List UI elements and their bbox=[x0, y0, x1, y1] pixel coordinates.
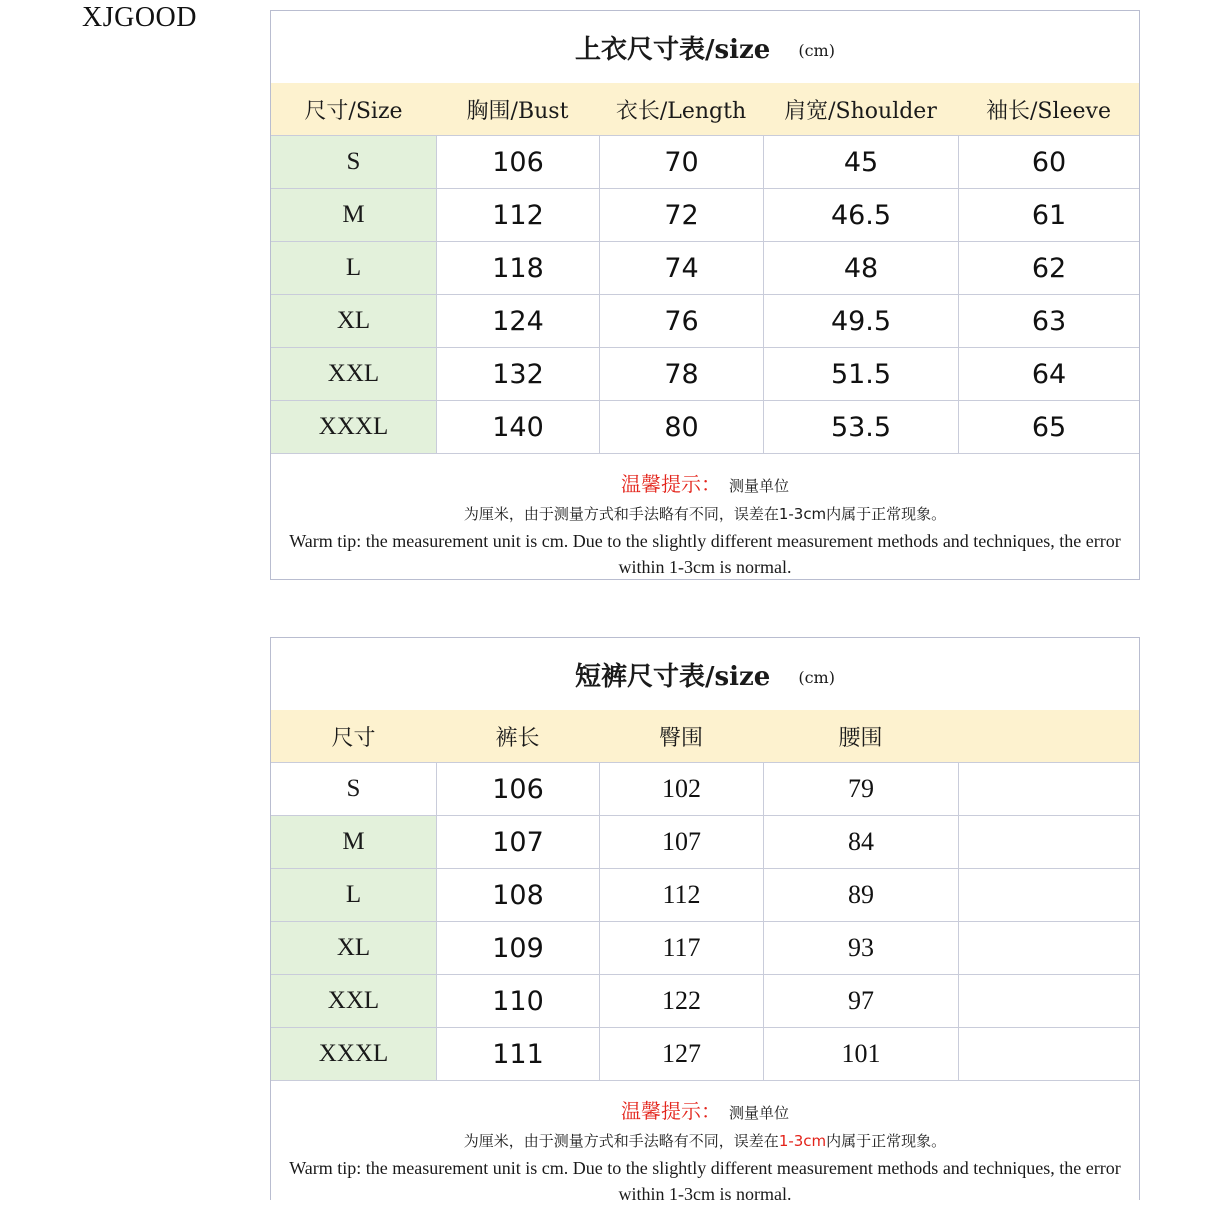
measurement-cell bbox=[958, 1028, 1139, 1080]
tip-line1: 测量单位 bbox=[728, 1104, 789, 1122]
tip-label: 温馨提示： bbox=[620, 472, 721, 496]
tip-line1: 测量单位 bbox=[728, 477, 789, 495]
table-row bbox=[271, 241, 1139, 294]
measurement-cell: 112 bbox=[436, 189, 599, 241]
measurement-cell: 107 bbox=[599, 816, 763, 868]
table-row bbox=[271, 974, 1139, 1027]
header-shoulder: 肩宽/Shoulder bbox=[784, 98, 937, 124]
header-length: 衣长/Length bbox=[615, 98, 747, 124]
measurement-cell: 101 bbox=[763, 1028, 958, 1080]
measurement-cell: 108 bbox=[436, 869, 599, 921]
header-hip: 臀围 bbox=[658, 725, 703, 751]
measurement-cell: 51.5 bbox=[763, 348, 958, 400]
table-row bbox=[271, 294, 1139, 347]
measurement-cell: 53.5 bbox=[763, 401, 958, 453]
measurement-cell: 78 bbox=[599, 348, 763, 400]
table-row bbox=[271, 815, 1139, 868]
tip-line2 bbox=[279, 1130, 1131, 1151]
brand-logo-text: XJGOOD bbox=[82, 2, 197, 33]
header-sleeve: 袖长/Sleeve bbox=[985, 98, 1111, 124]
table-row bbox=[271, 135, 1139, 188]
header-size: 尺寸/Size bbox=[304, 98, 403, 124]
header-pants-length: 裤长 bbox=[495, 725, 540, 751]
measurement-cell: 112 bbox=[599, 869, 763, 921]
top-chart-header-row bbox=[271, 83, 1139, 135]
measurement-cell bbox=[958, 922, 1139, 974]
top-chart-unit: (cm) bbox=[798, 40, 835, 60]
measurement-cell bbox=[958, 869, 1139, 921]
table-row bbox=[271, 1027, 1139, 1080]
top-chart-tip bbox=[271, 453, 1139, 590]
tip-line2-pre: 为厘米，由于测量方式和手法略有不同，误差在 bbox=[463, 1132, 779, 1150]
shorts-chart-body bbox=[271, 762, 1139, 1080]
shorts-chart-header-row bbox=[271, 710, 1139, 762]
table-row bbox=[271, 868, 1139, 921]
measurement-cell: 140 bbox=[436, 401, 599, 453]
measurement-cell: 65 bbox=[958, 401, 1139, 453]
measurement-cell: 76 bbox=[599, 295, 763, 347]
measurement-cell: 118 bbox=[436, 242, 599, 294]
measurement-cell: 127 bbox=[599, 1028, 763, 1080]
size-cell: M bbox=[271, 189, 436, 241]
table-row bbox=[271, 921, 1139, 974]
header-size: 尺寸 bbox=[331, 725, 376, 751]
measurement-cell: 97 bbox=[763, 975, 958, 1027]
measurement-cell: 106 bbox=[436, 136, 599, 188]
top-chart-title bbox=[271, 11, 1139, 83]
table-row bbox=[271, 347, 1139, 400]
shorts-chart-unit: (cm) bbox=[798, 667, 835, 687]
measurement-cell: 122 bbox=[599, 975, 763, 1027]
measurement-cell: 46.5 bbox=[763, 189, 958, 241]
measurement-cell: 45 bbox=[763, 136, 958, 188]
tip-line2-post: 内属于正常现象。 bbox=[826, 1132, 947, 1150]
measurement-cell: 107 bbox=[436, 816, 599, 868]
size-cell: XXXL bbox=[271, 1028, 436, 1080]
measurement-cell: 102 bbox=[599, 763, 763, 815]
measurement-cell: 79 bbox=[763, 763, 958, 815]
measurement-cell: 72 bbox=[599, 189, 763, 241]
table-row bbox=[271, 188, 1139, 241]
measurement-cell: 117 bbox=[599, 922, 763, 974]
size-cell: S bbox=[271, 136, 436, 188]
measurement-cell: 64 bbox=[958, 348, 1139, 400]
size-cell: M bbox=[271, 816, 436, 868]
measurement-cell: 110 bbox=[436, 975, 599, 1027]
size-cell: L bbox=[271, 242, 436, 294]
measurement-cell: 124 bbox=[436, 295, 599, 347]
tip-label: 温馨提示： bbox=[620, 1099, 721, 1123]
measurement-cell: 60 bbox=[958, 136, 1139, 188]
tip-line2: 为厘米，由于测量方式和手法略有不同，误差在1-3cm内属于正常现象。 bbox=[463, 505, 947, 523]
table-row bbox=[271, 400, 1139, 453]
measurement-cell: 80 bbox=[599, 401, 763, 453]
size-cell: XXL bbox=[271, 348, 436, 400]
header-bust: 胸围/Bust bbox=[466, 98, 569, 124]
measurement-cell: 49.5 bbox=[763, 295, 958, 347]
measurement-cell: 63 bbox=[958, 295, 1139, 347]
measurement-cell: 70 bbox=[599, 136, 763, 188]
measurement-cell: 48 bbox=[763, 242, 958, 294]
measurement-cell: 109 bbox=[436, 922, 599, 974]
measurement-cell bbox=[958, 763, 1139, 815]
top-chart-title-text: 上衣尺寸表/size bbox=[575, 34, 771, 65]
measurement-cell bbox=[958, 816, 1139, 868]
shorts-chart-tip bbox=[271, 1080, 1139, 1217]
measurement-cell: 84 bbox=[763, 816, 958, 868]
size-cell: XL bbox=[271, 295, 436, 347]
top-chart-body bbox=[271, 135, 1139, 453]
measurement-cell: 74 bbox=[599, 242, 763, 294]
top-size-chart bbox=[270, 10, 1140, 580]
measurement-cell: 111 bbox=[436, 1028, 599, 1080]
measurement-cell bbox=[958, 975, 1139, 1027]
measurement-cell: 62 bbox=[958, 242, 1139, 294]
header-waist: 腰围 bbox=[838, 725, 883, 751]
shorts-chart-title bbox=[271, 638, 1139, 710]
measurement-cell: 93 bbox=[763, 922, 958, 974]
measurement-cell: 89 bbox=[763, 869, 958, 921]
size-cell: L bbox=[271, 869, 436, 921]
shorts-size-chart bbox=[270, 637, 1140, 1204]
tip-line2-highlight: 1-3cm bbox=[778, 1132, 827, 1150]
measurement-cell: 61 bbox=[958, 189, 1139, 241]
tip-english: Warm tip: the measurement unit is cm. Due to the slightly different measurement methods and techniques, the error within 1-3cm is normal. bbox=[289, 531, 1121, 577]
size-cell: XXXL bbox=[271, 401, 436, 453]
size-cell: S bbox=[346, 775, 361, 802]
measurement-cell: 132 bbox=[436, 348, 599, 400]
table-row bbox=[271, 762, 1139, 815]
measurement-cell: 106 bbox=[436, 763, 599, 815]
size-cell: XL bbox=[271, 922, 436, 974]
tip-english: Warm tip: the measurement unit is cm. Due to the slightly different measurement methods and techniques, the error within 1-3cm is normal. bbox=[289, 1158, 1121, 1204]
shorts-chart-title-text: 短裤尺寸表/size bbox=[575, 661, 771, 692]
size-cell: XXL bbox=[271, 975, 436, 1027]
